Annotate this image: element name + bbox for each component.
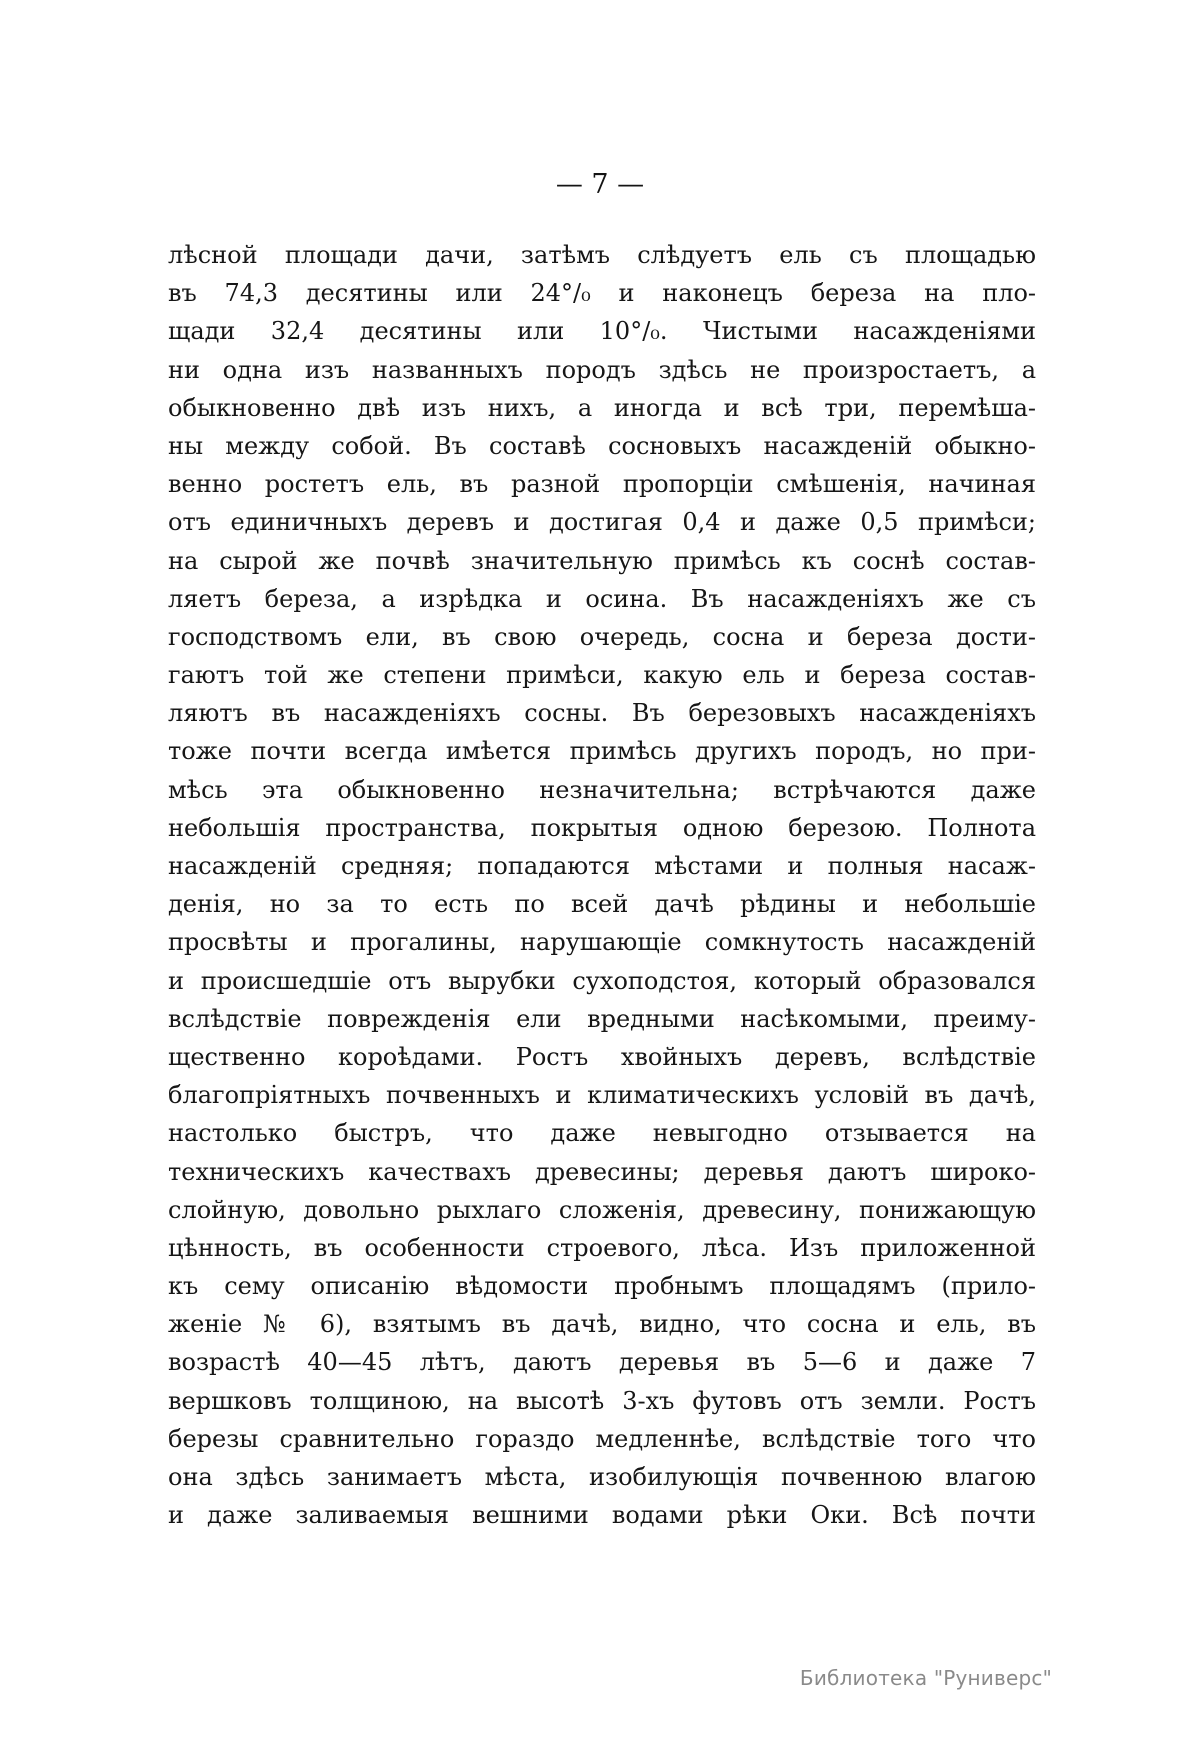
text-line: щади 32,4 десятины или 10°/₀. Чистыми насажденіями: [168, 317, 1036, 346]
text-line: возрастѣ 40—45 лѣтъ, даютъ деревья въ 5—6 и даже 7: [168, 1348, 1036, 1377]
text-line: настолько быстръ, что даже невыгодно отзывается на: [168, 1119, 1036, 1148]
text-line: въ 74,3 десятины или 24°/₀ и наконецъ береза на пло-: [168, 279, 1036, 308]
text-line: ляетъ береза, а изрѣдка и осина. Въ насажденіяхъ же съ: [168, 584, 1036, 613]
text-line: лѣсной площади дачи, затѣмъ слѣдуетъ ель съ площадью: [168, 241, 1036, 269]
text-line: вершковъ толщиною, на высотѣ 3-хъ футовъ отъ земли. Ростъ: [168, 1386, 1036, 1415]
body-text: [168, 236, 1036, 1534]
text-line: и даже заливаемыя вешними водами рѣки Оки. Всѣ почти: [168, 1501, 1036, 1530]
text-line: просвѣты и прогалины, нарушающіе сомкнутость насажденій: [168, 928, 1036, 957]
text-line: мѣсь эта обыкновенно незначительна; встрѣчаются даже: [168, 775, 1036, 804]
text-line: тоже почти всегда имѣется примѣсь другихъ породъ, но при-: [168, 737, 1036, 766]
text-line: благопріятныхъ почвенныхъ и климатическихъ условій въ дачѣ,: [168, 1081, 1036, 1110]
text-line: ни одна изъ названныхъ породъ здѣсь не произростаетъ, а: [168, 355, 1036, 384]
text-line: вслѣдствіе поврежденія ели вредными насѣкомыми, преиму-: [168, 1004, 1036, 1033]
library-watermark: Библиотека "Руниверс": [799, 1666, 1052, 1690]
text-line: она здѣсь занимаетъ мѣста, изобилующія почвенною влагою: [168, 1463, 1036, 1491]
text-line: господствомъ ели, въ свою очередь, сосна и береза дости-: [168, 622, 1036, 651]
text-line: и происшедшіе отъ вырубки сухоподстоя, который образовался: [168, 966, 1036, 995]
text-line: техническихъ качествахъ древесины; деревья даютъ широко-: [168, 1157, 1036, 1186]
text-line: денія, но за то есть по всей дачѣ рѣдины и небольшіе: [168, 890, 1036, 919]
page-number: — 7 —: [555, 169, 645, 200]
text-line: венно ростетъ ель, въ разной пропорціи смѣшенія, начиная: [168, 470, 1036, 499]
text-line: щественно короѣдами. Ростъ хвойныхъ деревъ, вслѣдствіе: [168, 1042, 1036, 1071]
text-line: березы сравнительно гораздо медленнѣе, вслѣдствіе того что: [168, 1424, 1036, 1453]
text-line: насажденій средняя; попадаются мѣстами и полныя насаж-: [168, 852, 1036, 880]
text-line: ны между собой. Въ составѣ сосновыхъ насажденій обыкно-: [168, 431, 1036, 460]
text-line: ляютъ въ насажденіяхъ сосны. Въ березовыхъ насажденіяхъ: [168, 699, 1036, 728]
text-line: на сырой же почвѣ значительную примѣсь къ соснѣ состав-: [168, 546, 1036, 575]
text-line: женіе № 6), взятымъ въ дачѣ, видно, что сосна и ель, въ: [168, 1310, 1036, 1339]
text-line: обыкновенно двѣ изъ нихъ, а иногда и всѣ три, перемѣша-: [168, 393, 1036, 422]
text-line: слойную, довольно рыхлаго сложенія, древесину, понижающую: [168, 1195, 1036, 1224]
text-line: отъ единичныхъ деревъ и достигая 0,4 и даже 0,5 примѣси;: [168, 508, 1036, 537]
text-line: къ сему описанію вѣдомости пробнымъ площадямъ (прило-: [168, 1272, 1036, 1301]
text-line: гаютъ той же степени примѣси, какую ель и береза состав-: [168, 661, 1036, 690]
text-line: цѣнность, въ особенности строевого, лѣса. Изъ приложенной: [168, 1233, 1036, 1262]
text-line: небольшія пространства, покрытыя одною березою. Полнота: [168, 813, 1036, 842]
